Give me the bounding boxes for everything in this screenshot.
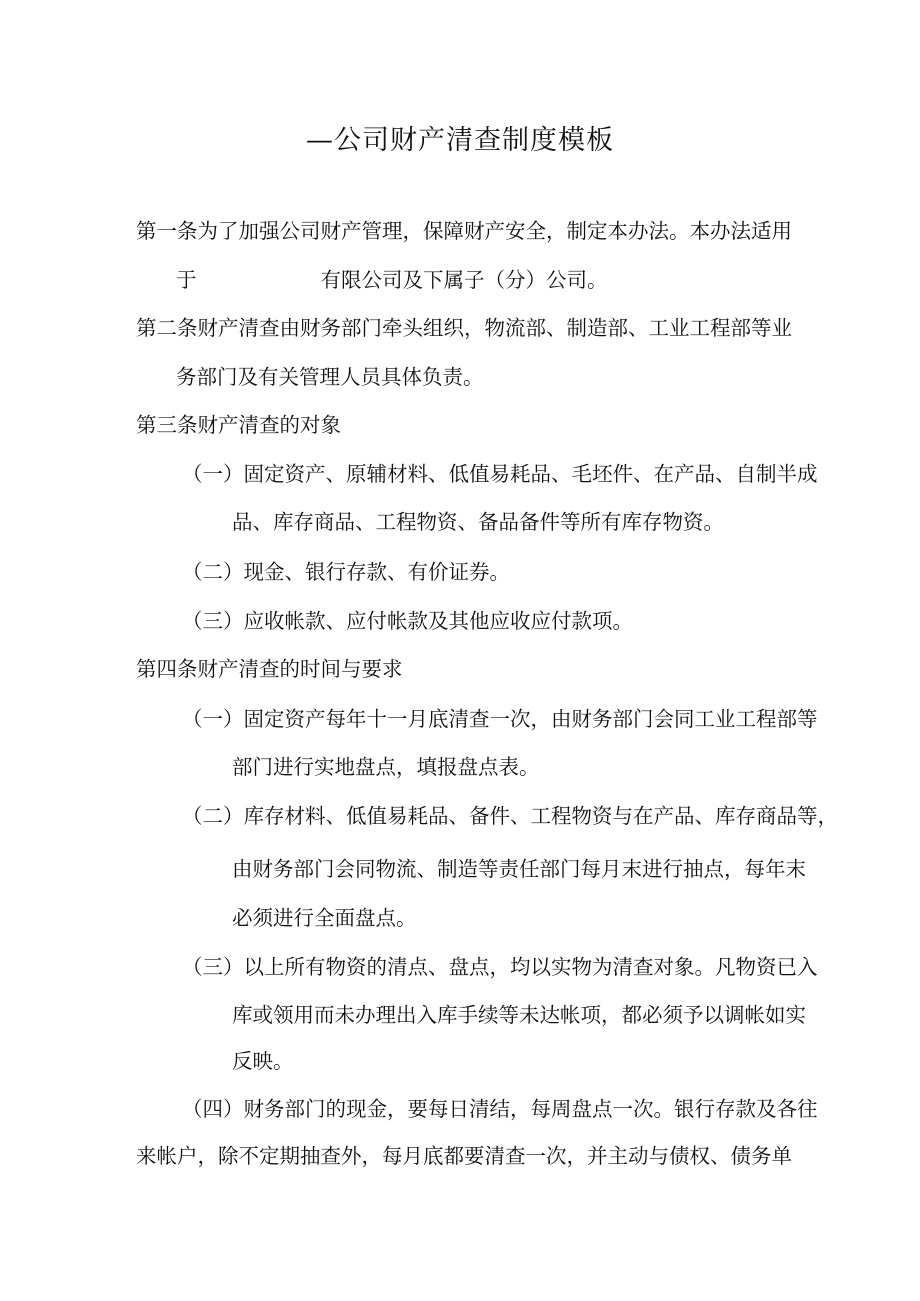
article-4-heading: 第四条财产清查的时间与要求 (136, 657, 403, 681)
article-3-heading: 第三条财产清查的对象 (136, 413, 341, 437)
article-1-line-1: 第一条为了加强公司财产管理，保障财产安全，制定本办法。本办法适用 (136, 219, 792, 243)
article-4-item-3-line-3: 反映。 (232, 1049, 294, 1073)
article-4-item-3-line-2: 库或领用而未办理出入库手续等未达帐项，都必须予以调帐如实 (232, 1003, 806, 1027)
article-2-line-1: 第二条财产清查由财务部门牵头组织，物流部、制造部、工业工程部等业 (136, 316, 792, 340)
article-3-item-2: （二）现金、银行存款、有价证券。 (182, 560, 510, 584)
article-4-item-4-line-2: 来帐户，除不定期抽查外，每月底都要清查一次，并主动与债权、债务单 (136, 1144, 792, 1168)
article-3-item-1-line-2: 品、库存商品、工程物资、备品备件等所有库存物资。 (232, 510, 724, 534)
article-2-line-2: 务部门及有关管理人员具体负责。 (176, 365, 484, 389)
text-segment: 于 (176, 268, 197, 292)
article-4-item-2-line-2: 由财务部门会同物流、制造等责任部门每月末进行抽点，每年末 (232, 857, 806, 881)
text-segment: 有限公司及下属子（分）公司。 (320, 268, 608, 292)
article-4-item-1-line-2: 部门进行实地盘点，填报盘点表。 (232, 755, 540, 779)
article-4-item-1-line-1: （一）固定资产每年十一月底清查一次，由财务部门会同工业工程部等 (182, 707, 818, 731)
article-4-item-2-line-1: （二）库存材料、低值易耗品、备件、工程物资与在产品、库存商品等， (182, 804, 838, 828)
article-3-item-1-line-1: （一）固定资产、原辅材料、低值易耗品、毛坯件、在产品、自制半成 (182, 462, 818, 486)
article-4-item-3-line-1: （三）以上所有物资的清点、盘点，均以实物为清查对象。凡物资已入 (182, 955, 818, 979)
article-4-item-4-line-1: （四）财务部门的现金，要每日清结，每周盘点一次。银行存款及各往 (182, 1097, 818, 1121)
article-3-item-3: （三）应收帐款、应付帐款及其他应收应付款项。 (182, 609, 633, 633)
article-1-line-2 (176, 267, 608, 293)
article-4-item-2-line-3: 必须进行全面盘点。 (232, 906, 417, 930)
document-title: —公司财产清查制度模板 (306, 125, 614, 156)
